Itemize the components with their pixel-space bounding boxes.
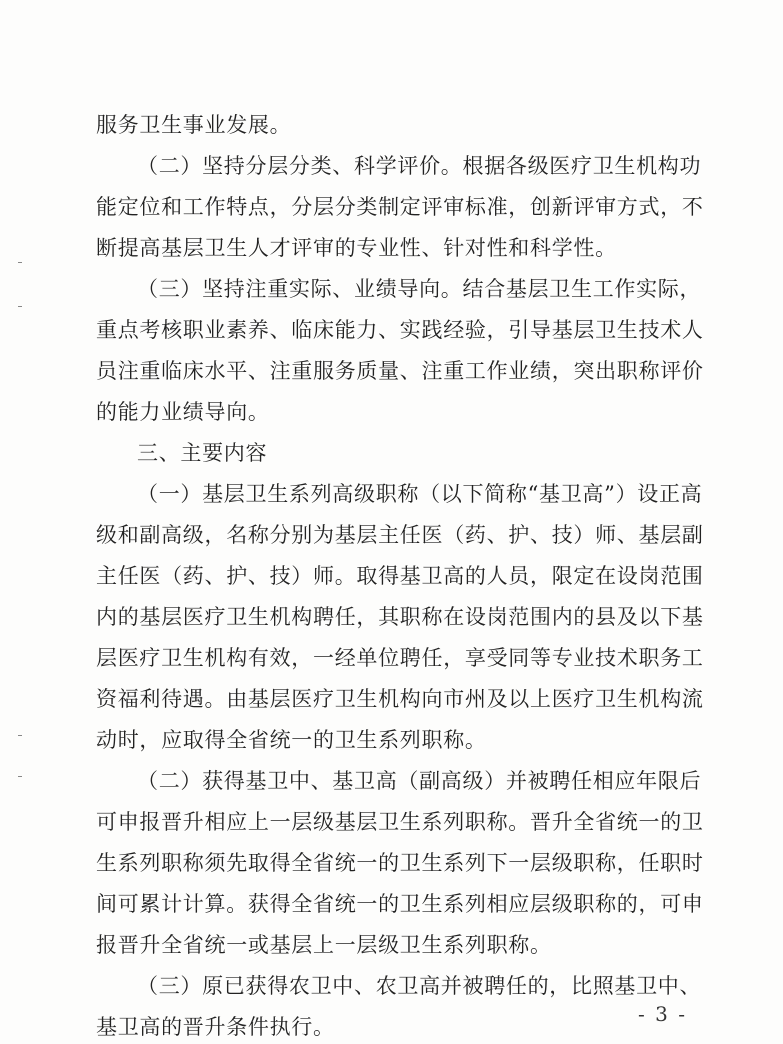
text-line-22: （三）原已获得农卫中、农卫高并被聘任的，比照基卫中、 (137, 974, 702, 998)
text-line-5: （三）坚持注重实际、业绩导向。结合基层卫生工作实际， (137, 277, 702, 301)
text-line-17: （二）获得基卫中、基卫高（副高级）并被聘任相应年限后 (137, 769, 702, 793)
text-line-15: 资福利待遇。由基层医疗卫生机构向市州及以上医疗卫生机构流 (96, 687, 704, 711)
text-line-2: （二）坚持分层分类、科学评价。根据各级医疗卫生机构功 (137, 154, 702, 178)
text-line-23: 基卫高的晋升条件执行。 (96, 1015, 335, 1039)
text-line-7: 员注重临床水平、注重服务质量、注重工作业绩，突出职称评价 (96, 359, 704, 383)
text-line-11: 级和副高级，名称分别为基层主任医（药、护、技）师、基层副 (96, 523, 704, 547)
margin-mark (18, 306, 22, 307)
text-line-8: 的能力业绩导向。 (96, 400, 270, 424)
text-line-19: 生系列职称须先取得全省统一的卫生系列下一层级职称，任职时 (96, 851, 704, 875)
text-line-12: 主任医（药、护、技）师。取得基卫高的人员，限定在设岗范围 (96, 564, 704, 588)
text-line-13: 内的基层医疗卫生机构聘任，其职称在设岗范围内的县及以下基 (96, 605, 704, 629)
text-line-16: 动时，应取得全省统一的卫生系列职称。 (96, 728, 487, 752)
page-number: - 3 - (638, 1002, 687, 1026)
text-line-21: 报晋升全省统一或基层上一层级卫生系列职称。 (96, 933, 552, 957)
text-line-20: 间可累计计算。获得全省统一的卫生系列相应层级职称的，可申 (96, 892, 704, 916)
margin-mark (18, 735, 22, 736)
text-line-4: 断提高基层卫生人才评审的专业性、针对性和科学性。 (96, 236, 617, 260)
text-line-10: （一）基层卫生系列高级职称（以下简称“基卫高”）设正高 (137, 482, 703, 506)
text-line-6: 重点考核职业素养、临床能力、实践经验，引导基层卫生技术人 (96, 318, 704, 342)
text-line-18: 可申报晋升相应上一层级基层卫生系列职称。晋升全省统一的卫 (96, 810, 704, 834)
margin-mark (18, 262, 22, 263)
section-heading: 三、主要内容 (137, 441, 268, 465)
margin-mark (18, 776, 22, 777)
text-line-3: 能定位和工作特点，分层分类制定评审标准，创新评审方式，不 (96, 195, 704, 219)
text-line-14: 层医疗卫生机构有效，一经单位聘任，享受同等专业技术职务工 (96, 646, 704, 670)
text-line-1: 服务卫生事业发展。 (96, 113, 292, 137)
